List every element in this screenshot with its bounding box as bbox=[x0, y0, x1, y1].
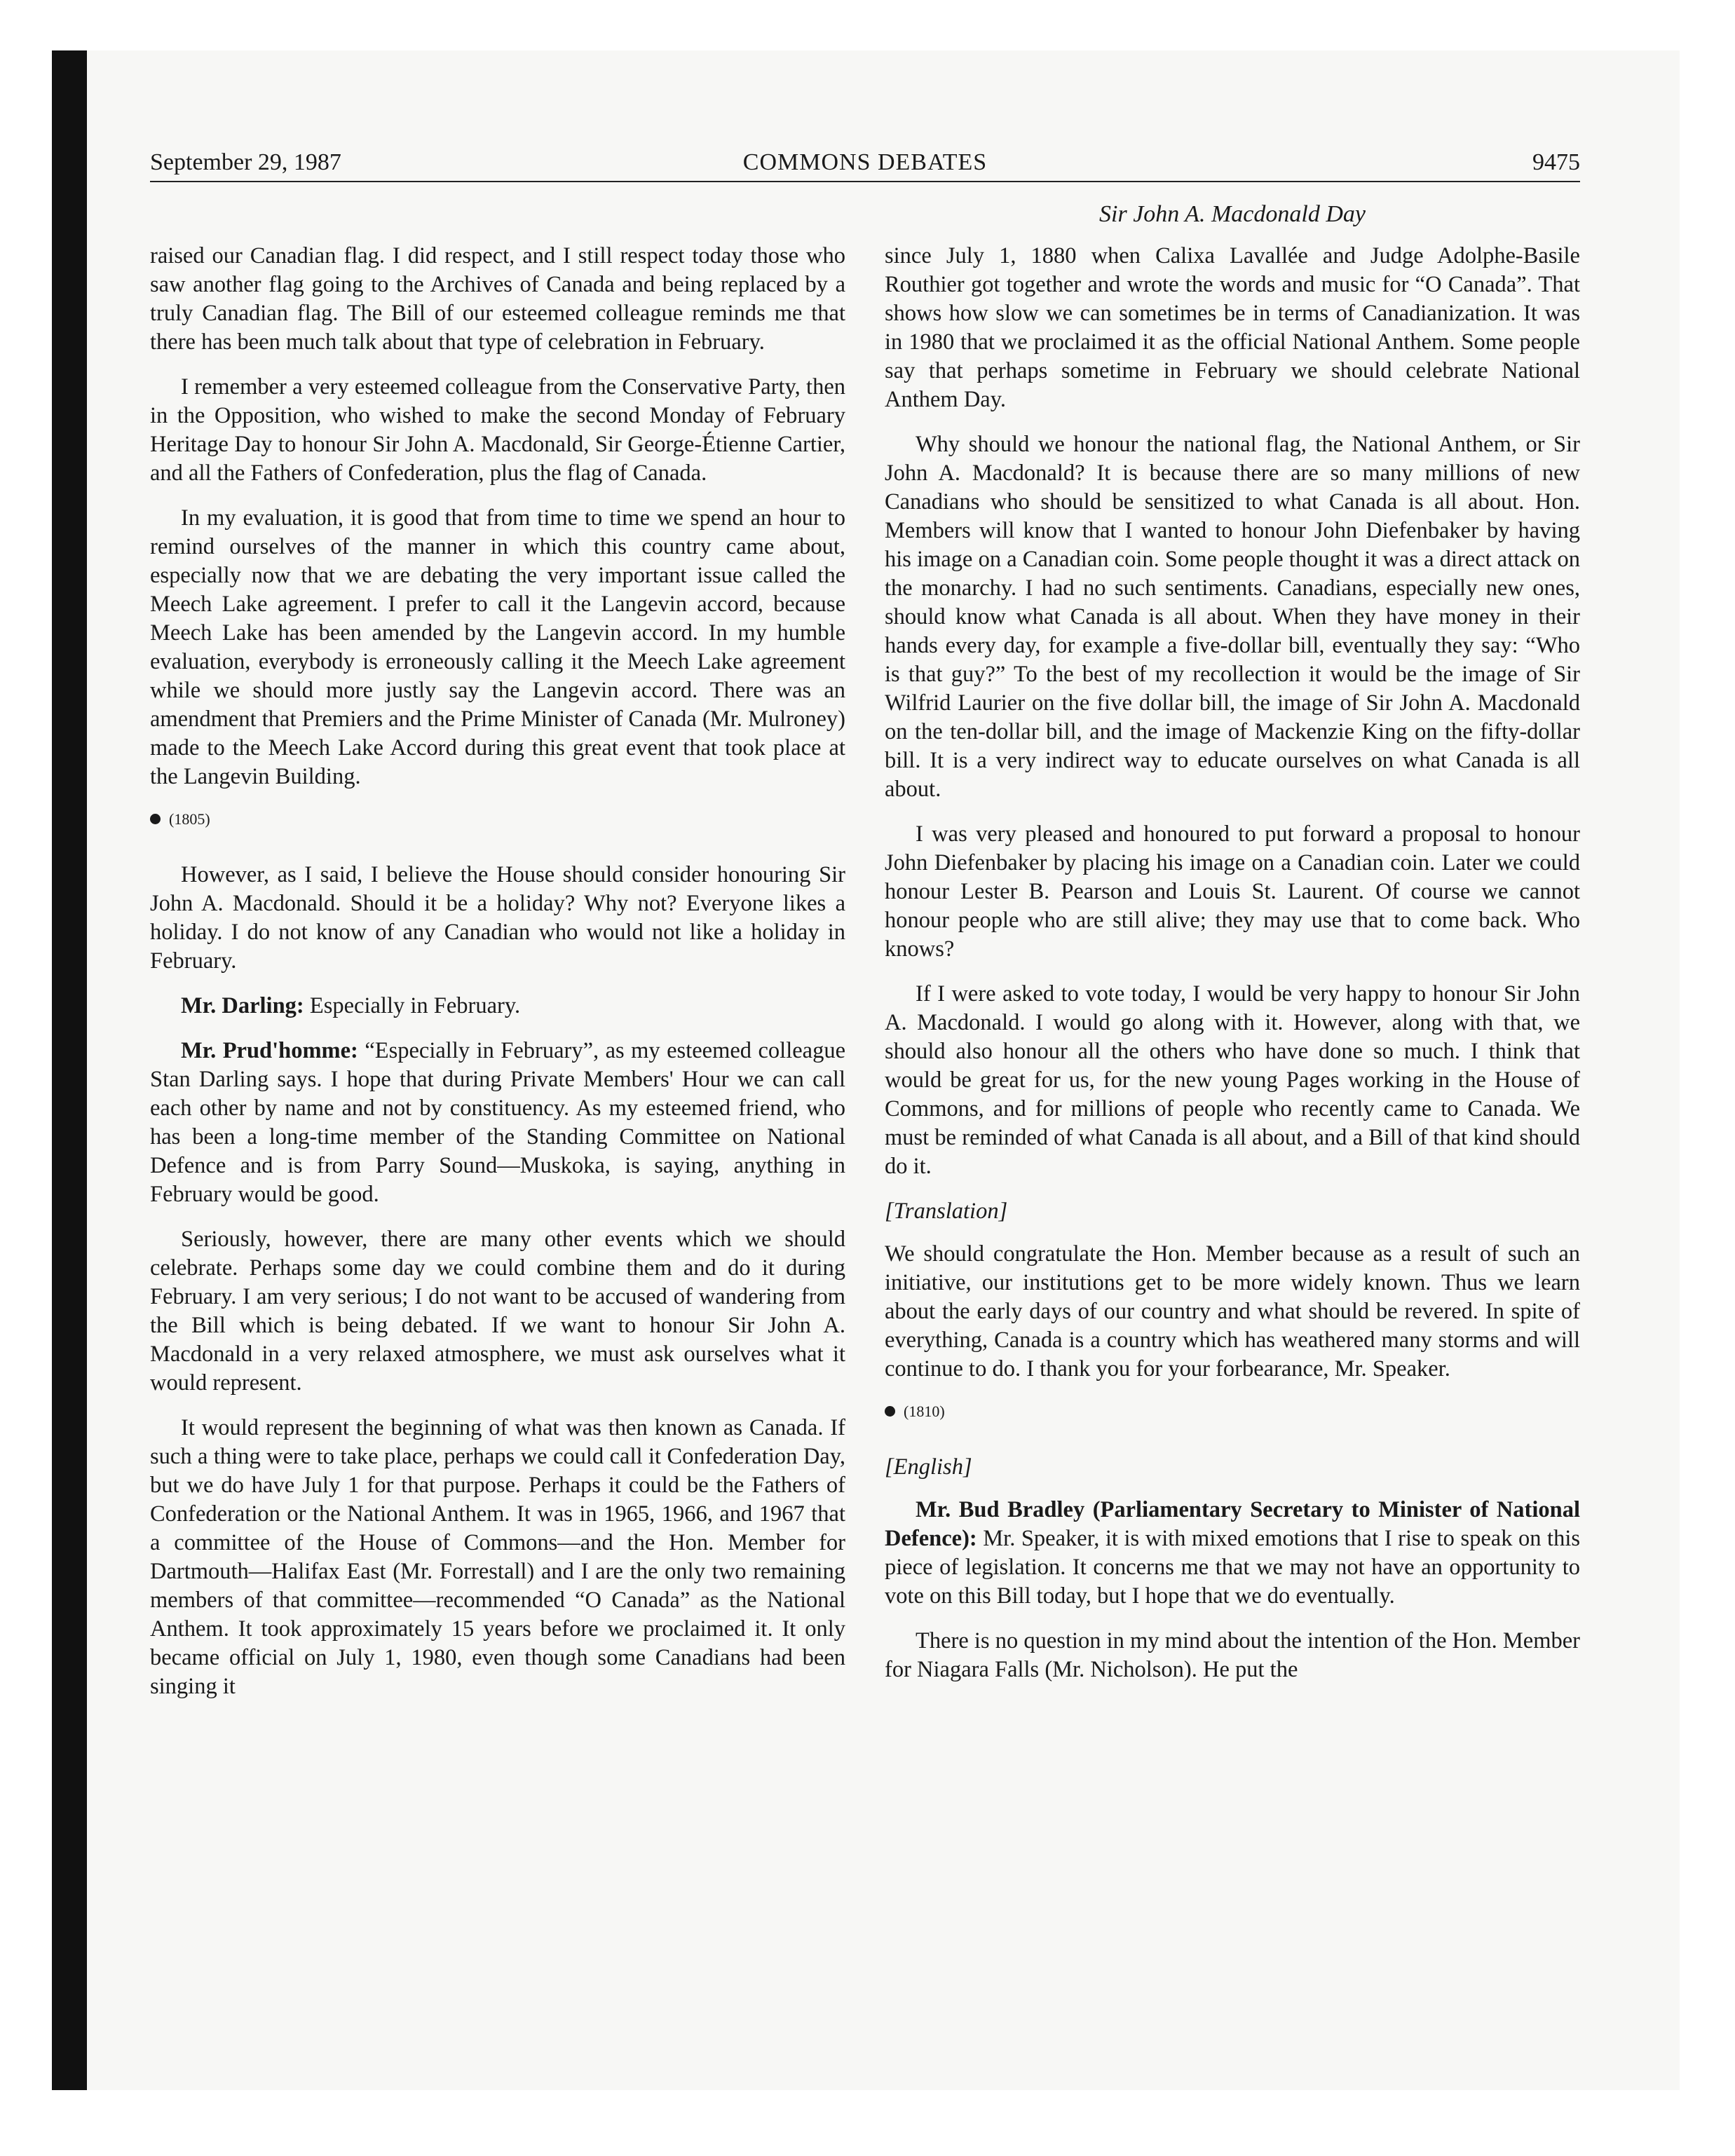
paragraph: raised our Canadian flag. I did respect, and I still respect today those who saw another flag going to the Archives of Canada and being replaced by a truly Canadian flag. The Bill of our esteemed colleague reminds me that there has been much talk about that type of celebration in February. bbox=[150, 243, 845, 355]
bullet-icon bbox=[150, 814, 161, 824]
speech-text: “Especially in February”, as my esteemed colleague Stan Darling says. I hope that during Private Members' Hour we can call each other by name and not by constituency. As my esteemed friend, who has been a long-time member of the Standing Committee on National Defence and is from Parry Sound—Muskoka, is saying, anything in February would be good. bbox=[150, 1037, 845, 1207]
speaker-name: Mr. Prud'homme: bbox=[181, 1037, 358, 1063]
timestamp-text: (1805) bbox=[169, 810, 210, 828]
paragraph: Why should we honour the national flag, the National Anthem, or Sir John A. Macdonald? It is because there are so many millions of new Canadians who should be sensitized to what Canada is all about. Hon. Members will know that I wanted to honour John Diefenbaker by having his image on a Canadian coin. Some people thought it was a direct attack on the monarchy. I had no such sentiments. Canadians, especially new ones, should know what Canada is all about. When they have money in their hands every day, for example a five-dollar bill, eventually they say: “Who is that guy?” To the best of my recollection it would be the image of Sir Wilfrid Laurier on the five dollar bill, the image of Sir John A. Macdonald on the ten-dollar bill, and the image of Mackenzie King on the fifty-dollar bill. It is a very indirect way to educate ourselves on what Canada is all about. bbox=[885, 432, 1580, 802]
timestamp-marker bbox=[885, 1400, 1580, 1422]
speech-paragraph bbox=[150, 992, 845, 1021]
paragraph: I remember a very esteemed colleague from the Conservative Party, then in the Opposition, who wished to make the second Monday of February Heritage Day to honour Sir John A. Macdonald, Sir George-Étienne Cartier, and all the Fathers of Confederation, plus the flag of Canada. bbox=[150, 374, 845, 486]
header-page-number: 9475 bbox=[1532, 149, 1580, 175]
speech-paragraph bbox=[885, 1496, 1580, 1611]
language-tag: [Translation] bbox=[885, 1199, 1008, 1224]
bullet-icon bbox=[885, 1406, 895, 1417]
speech-text: Especially in February. bbox=[309, 992, 521, 1018]
speech-paragraph bbox=[150, 1037, 845, 1209]
paragraph: If I were asked to vote today, I would be very happy to honour Sir John A. Macdonald. I would go along with it. However, along with that, we should also honour all the others who have done so much. I think that would be great for us, for the new young Pages working in the House of Commons, and for millions of people who recently came to Canada. We must be reminded of what Canada is all about, and a Bill of that kind should do it. bbox=[885, 981, 1580, 1179]
paragraph: I was very pleased and honoured to put forward a proposal to honour John Diefenbaker by placing his image on a Canadian coin. Later we could honour Lester B. Pearson and Louis St. Laurent. Of course we cannot honour people who are still alive; they may use that to come back. Who knows? bbox=[885, 821, 1580, 962]
header-publication: COMMONS DEBATES bbox=[742, 149, 988, 175]
timestamp-marker bbox=[150, 807, 845, 830]
speech-text: Mr. Speaker, it is with mixed emotions that I rise to speak on this piece of legislation. It concerns me that we may not have an opportunity to vote on this Bill today, but I hope that we do eventually. bbox=[885, 1525, 1580, 1609]
left-column bbox=[150, 242, 845, 1717]
paragraph: since July 1, 1880 when Calixa Lavallée and Judge Adolphe-Basile Routhier got together and wrote the words and music for “O Canada”. That shows how slow we can sometimes be in terms of Canadianization. It was in 1980 that we proclaimed it as the official National Anthem. Some people say that perhaps sometime in February we should celebrate National Anthem Day. bbox=[885, 243, 1580, 412]
running-title: Sir John A. Macdonald Day bbox=[1099, 201, 1366, 227]
paragraph: In my evaluation, it is good that from time to time we spend an hour to remind ourselves of the manner in which this country came about, especially now that we are debating the very important issue called the Meech Lake agreement. I prefer to call it the Langevin accord, because Meech Lake has been amended by the Langevin accord. In my humble evaluation, everybody is erroneously calling it the Meech Lake agreement while we should more justly say the Langevin accord. There was an amendment that Premiers and the Prime Minister of Canada (Mr. Mulroney) made to the Meech Lake Accord during this great event that took place at the Langevin Building. bbox=[150, 505, 845, 789]
paragraph: There is no question in my mind about the intention of the Hon. Member for Niagara Falls (Mr. Nicholson). He put the bbox=[885, 1628, 1580, 1682]
paragraph: Seriously, however, there are many other events which we should celebrate. Perhaps some day we could combine them and do it during February. I am very serious; I do not want to be accused of wandering from the Bill which is being debated. If we want to honour Sir John A. Macdonald in a very relaxed atmosphere, we must ask ourselves what it would represent. bbox=[150, 1226, 845, 1396]
scan-edge-bar bbox=[52, 50, 87, 2090]
paragraph: However, as I said, I believe the House should consider honouring Sir John A. Macdonald. Should it be a holiday? Why not? Everyone likes a holiday. I do not know of any Canadian who would not like a holiday in February. bbox=[150, 861, 845, 974]
speaker-name: Mr. Bud Bradley (Parliamentary Secretary to Minister of National Defence): bbox=[885, 1496, 1580, 1551]
header-date: September 29, 1987 bbox=[150, 149, 341, 175]
language-tag: [English] bbox=[885, 1454, 972, 1480]
timestamp-text: (1810) bbox=[904, 1402, 945, 1420]
right-column bbox=[885, 242, 1580, 1700]
paragraph: It would represent the beginning of what was then known as Canada. If such a thing were to take place, perhaps we could call it Confederation Day, but we do have July 1 for that purpose. Perhaps it could be the Fathers of Confederation or the National Anthem. It was in 1965, 1966, and 1967 that a committee of the House of Commons—and the Hon. Member for Dartmouth—Halifax East (Mr. Forrestall) and I are the only two remaining members of that committee—recommended “O Canada” as the National Anthem. It took approximately 15 years before we proclaimed it. It only became official on July 1, 1980, even though some Canadians had been singing it bbox=[150, 1414, 845, 1699]
paragraph: We should congratulate the Hon. Member because as a result of such an initiative, our institutions get to be more widely known. Thus we learn about the early days of our country and what should be revered. In spite of everything, Canada is a country which has weathered many storms and will continue to do. I thank you for your forbearance, Mr. Speaker. bbox=[885, 1241, 1580, 1381]
speaker-name: Mr. Darling: bbox=[181, 992, 304, 1018]
page-header bbox=[150, 149, 1580, 182]
